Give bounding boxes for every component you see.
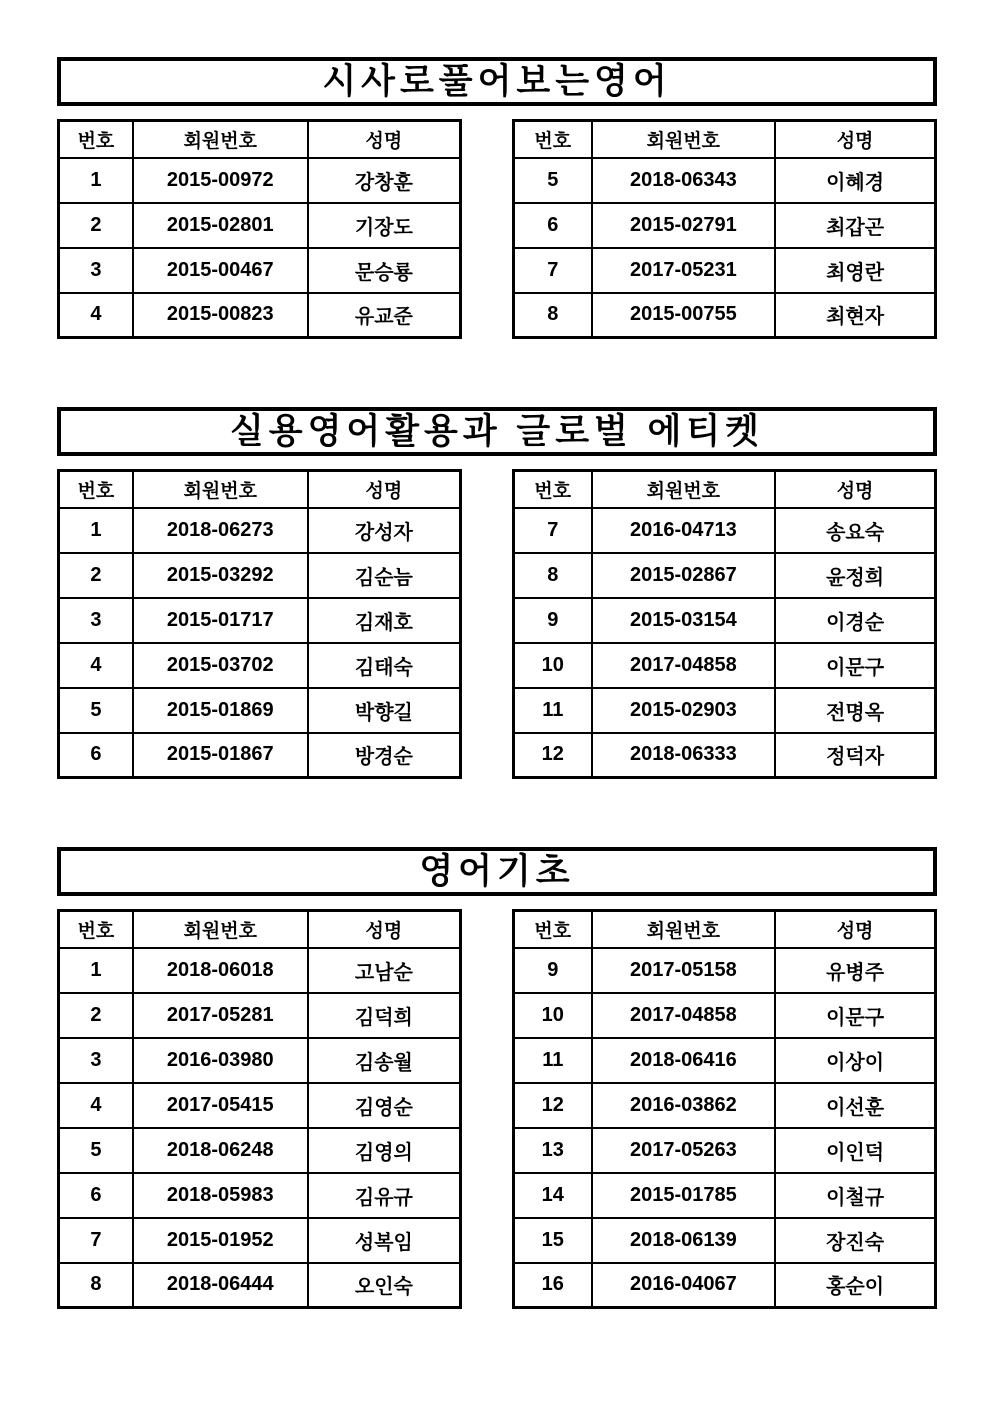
table-row [59, 733, 461, 778]
tables-row [57, 469, 937, 779]
name-cell: 정덕자 [775, 733, 935, 778]
class-title-box [57, 847, 937, 896]
row-number-cell: 9 [514, 598, 592, 643]
table-row [59, 553, 461, 598]
table-row [59, 1083, 461, 1128]
row-number-cell: 12 [514, 733, 592, 778]
member-id-cell: 2018-05983 [133, 1173, 308, 1218]
name-cell: 최갑곤 [775, 203, 935, 248]
name-cell: 이인덕 [775, 1128, 935, 1173]
class-title-box [57, 407, 937, 456]
row-number-cell: 3 [59, 1038, 133, 1083]
member-id-cell: 2015-00972 [133, 158, 308, 203]
table-row [514, 158, 936, 203]
name-cell: 김순늠 [308, 553, 461, 598]
member-id-cell: 2016-04713 [592, 508, 776, 553]
roster-table-right [512, 119, 937, 339]
member-id-cell: 2015-01867 [133, 733, 308, 778]
table-row [514, 1218, 936, 1263]
name-cell: 이선훈 [775, 1083, 935, 1128]
name-cell: 박향길 [308, 688, 461, 733]
member-id-cell: 2018-06444 [133, 1263, 308, 1308]
member-id-cell: 2018-06139 [592, 1218, 776, 1263]
column-header-no: 번호 [514, 121, 592, 158]
member-id-cell: 2015-03292 [133, 553, 308, 598]
row-number-cell: 8 [59, 1263, 133, 1308]
table-row [59, 688, 461, 733]
name-cell: 최영란 [775, 248, 935, 293]
name-cell: 김덕희 [308, 993, 461, 1038]
row-number-cell: 12 [514, 1083, 592, 1128]
name-cell: 유병주 [775, 948, 935, 993]
member-id-cell: 2016-03862 [592, 1083, 776, 1128]
row-number-cell: 7 [514, 248, 592, 293]
member-id-cell: 2018-06248 [133, 1128, 308, 1173]
name-cell: 김태숙 [308, 643, 461, 688]
tables-row [57, 119, 937, 339]
table-row [59, 203, 461, 248]
row-number-cell: 7 [514, 508, 592, 553]
name-cell: 기장도 [308, 203, 461, 248]
name-cell: 최현자 [775, 293, 935, 338]
section-class-3 [57, 847, 937, 1309]
member-id-cell: 2017-05415 [133, 1083, 308, 1128]
roster-table-left [57, 469, 462, 779]
table-row [514, 553, 936, 598]
row-number-cell: 14 [514, 1173, 592, 1218]
row-number-cell: 6 [59, 1173, 133, 1218]
member-id-cell: 2016-04067 [592, 1263, 776, 1308]
row-number-cell: 1 [59, 948, 133, 993]
column-header-member-id: 회원번호 [133, 121, 308, 158]
row-number-cell: 8 [514, 553, 592, 598]
column-header-no: 번호 [514, 471, 592, 508]
member-id-cell: 2017-05158 [592, 948, 776, 993]
row-number-cell: 2 [59, 203, 133, 248]
row-number-cell: 13 [514, 1128, 592, 1173]
table-row [514, 1128, 936, 1173]
class-title: 영어기초 [419, 852, 575, 891]
name-cell: 윤정희 [775, 553, 935, 598]
table-row [514, 1038, 936, 1083]
name-cell: 김송월 [308, 1038, 461, 1083]
table-row [514, 248, 936, 293]
member-id-cell: 2017-05231 [592, 248, 776, 293]
row-number-cell: 4 [59, 643, 133, 688]
row-number-cell: 8 [514, 293, 592, 338]
table-row [59, 1038, 461, 1083]
row-number-cell: 10 [514, 993, 592, 1038]
member-id-cell: 2015-03702 [133, 643, 308, 688]
row-number-cell: 11 [514, 1038, 592, 1083]
name-cell: 이철규 [775, 1173, 935, 1218]
table-row [59, 158, 461, 203]
member-id-cell: 2015-01785 [592, 1173, 776, 1218]
table-row [514, 733, 936, 778]
member-id-cell: 2015-03154 [592, 598, 776, 643]
name-cell: 고남순 [308, 948, 461, 993]
class-title-box [57, 57, 937, 106]
table-row [514, 1173, 936, 1218]
row-number-cell: 7 [59, 1218, 133, 1263]
column-header-member-id: 회원번호 [592, 471, 776, 508]
name-cell: 이혜경 [775, 158, 935, 203]
table-row [59, 948, 461, 993]
member-id-cell: 2018-06273 [133, 508, 308, 553]
table-row [59, 598, 461, 643]
member-id-cell: 2015-02867 [592, 553, 776, 598]
row-number-cell: 1 [59, 158, 133, 203]
class-title: 시사로풀어보는영어 [322, 62, 672, 101]
section-class-2 [57, 407, 937, 779]
row-number-cell: 1 [59, 508, 133, 553]
member-id-cell: 2017-05281 [133, 993, 308, 1038]
row-number-cell: 3 [59, 248, 133, 293]
column-header-member-id: 회원번호 [592, 121, 776, 158]
member-id-cell: 2015-02791 [592, 203, 776, 248]
table-header-row [59, 911, 461, 948]
table-row [514, 203, 936, 248]
column-header-no: 번호 [59, 911, 133, 948]
row-number-cell: 5 [59, 688, 133, 733]
row-number-cell: 4 [59, 293, 133, 338]
member-id-cell: 2015-02801 [133, 203, 308, 248]
member-id-cell: 2018-06343 [592, 158, 776, 203]
column-header-member-id: 회원번호 [592, 911, 776, 948]
table-row [514, 688, 936, 733]
column-header-name: 성명 [775, 121, 935, 158]
name-cell: 전명옥 [775, 688, 935, 733]
row-number-cell: 10 [514, 643, 592, 688]
member-id-cell: 2017-04858 [592, 993, 776, 1038]
name-cell: 김유규 [308, 1173, 461, 1218]
name-cell: 이문구 [775, 643, 935, 688]
name-cell: 김재호 [308, 598, 461, 643]
member-id-cell: 2015-00823 [133, 293, 308, 338]
row-number-cell: 5 [59, 1128, 133, 1173]
class-title: 실용영어활용과 글로벌 에티켓 [230, 412, 764, 451]
row-number-cell: 11 [514, 688, 592, 733]
table-row [59, 248, 461, 293]
member-id-cell: 2017-05263 [592, 1128, 776, 1173]
table-row [59, 1173, 461, 1218]
name-cell: 홍순이 [775, 1263, 935, 1308]
column-header-name: 성명 [308, 471, 461, 508]
roster-table-left [57, 909, 462, 1309]
column-header-name: 성명 [308, 121, 461, 158]
roster-table-right [512, 909, 937, 1309]
row-number-cell: 2 [59, 553, 133, 598]
column-header-name: 성명 [775, 471, 935, 508]
row-number-cell: 6 [514, 203, 592, 248]
table-header-row [514, 121, 936, 158]
name-cell: 강창훈 [308, 158, 461, 203]
member-id-cell: 2015-02903 [592, 688, 776, 733]
name-cell: 이경순 [775, 598, 935, 643]
row-number-cell: 6 [59, 733, 133, 778]
row-number-cell: 9 [514, 948, 592, 993]
column-header-name: 성명 [775, 911, 935, 948]
row-number-cell: 2 [59, 993, 133, 1038]
name-cell: 방경순 [308, 733, 461, 778]
row-number-cell: 15 [514, 1218, 592, 1263]
table-row [59, 993, 461, 1038]
member-id-cell: 2018-06416 [592, 1038, 776, 1083]
name-cell: 장진숙 [775, 1218, 935, 1263]
member-id-cell: 2016-03980 [133, 1038, 308, 1083]
name-cell: 오인숙 [308, 1263, 461, 1308]
column-header-member-id: 회원번호 [133, 471, 308, 508]
table-row [59, 1218, 461, 1263]
column-header-no: 번호 [59, 121, 133, 158]
name-cell: 이상이 [775, 1038, 935, 1083]
table-row [514, 508, 936, 553]
member-id-cell: 2015-00467 [133, 248, 308, 293]
table-header-row [514, 911, 936, 948]
table-header-row [59, 471, 461, 508]
column-header-no: 번호 [59, 471, 133, 508]
name-cell: 성복임 [308, 1218, 461, 1263]
table-row [59, 293, 461, 338]
table-header-row [59, 121, 461, 158]
roster-table-right [512, 469, 937, 779]
section-class-1 [57, 57, 937, 339]
member-id-cell: 2018-06333 [592, 733, 776, 778]
name-cell: 문승룡 [308, 248, 461, 293]
table-row [514, 948, 936, 993]
column-header-member-id: 회원번호 [133, 911, 308, 948]
table-row [514, 293, 936, 338]
table-header-row [514, 471, 936, 508]
row-number-cell: 5 [514, 158, 592, 203]
table-row [514, 1263, 936, 1308]
table-row [59, 643, 461, 688]
name-cell: 강성자 [308, 508, 461, 553]
name-cell: 김영의 [308, 1128, 461, 1173]
table-row [514, 1083, 936, 1128]
row-number-cell: 16 [514, 1263, 592, 1308]
member-id-cell: 2015-01952 [133, 1218, 308, 1263]
column-header-no: 번호 [514, 911, 592, 948]
table-row [514, 643, 936, 688]
row-number-cell: 4 [59, 1083, 133, 1128]
table-row [514, 598, 936, 643]
member-id-cell: 2015-01869 [133, 688, 308, 733]
name-cell: 김영순 [308, 1083, 461, 1128]
row-number-cell: 3 [59, 598, 133, 643]
name-cell: 송요숙 [775, 508, 935, 553]
member-id-cell: 2015-01717 [133, 598, 308, 643]
table-row [514, 993, 936, 1038]
member-id-cell: 2017-04858 [592, 643, 776, 688]
table-row [59, 1263, 461, 1308]
roster-table-left [57, 119, 462, 339]
column-header-name: 성명 [308, 911, 461, 948]
member-id-cell: 2018-06018 [133, 948, 308, 993]
member-id-cell: 2015-00755 [592, 293, 776, 338]
name-cell: 이문구 [775, 993, 935, 1038]
table-row [59, 508, 461, 553]
name-cell: 유교준 [308, 293, 461, 338]
tables-row [57, 909, 937, 1309]
table-row [59, 1128, 461, 1173]
